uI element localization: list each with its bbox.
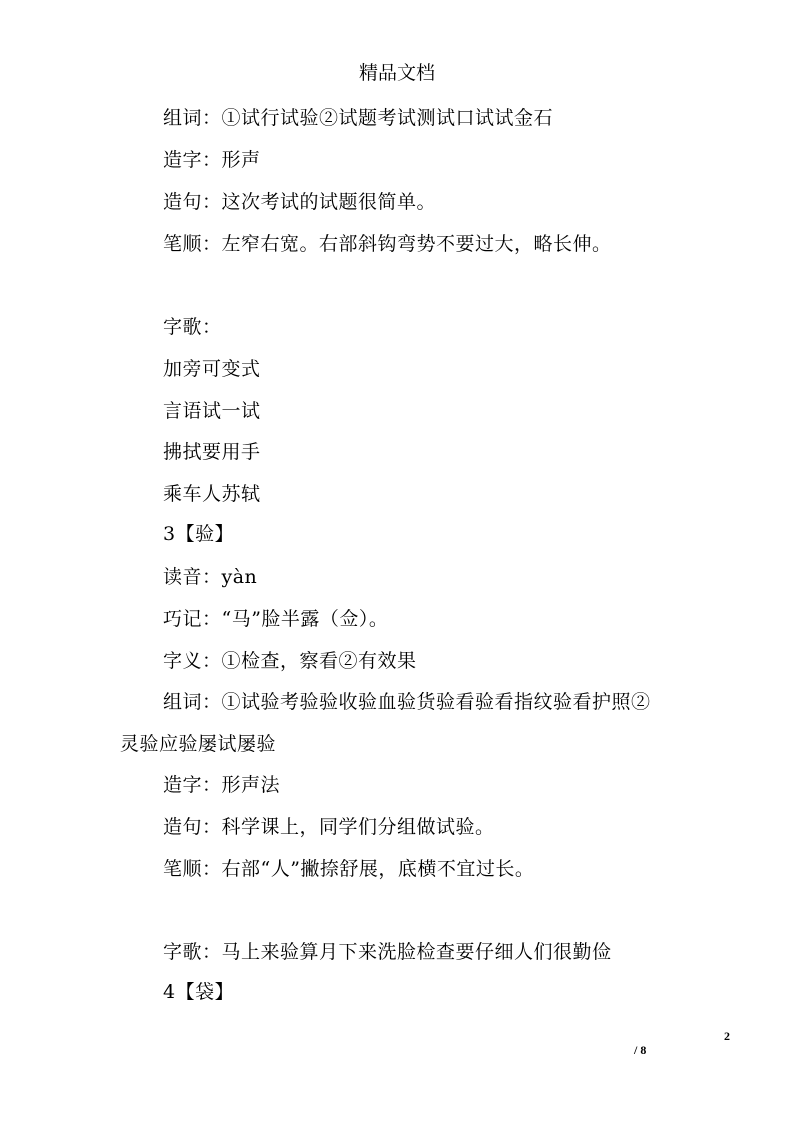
text-line: 组词：①试验考验验收验血验货验看验看指纹验看护照② (163, 691, 651, 713)
text-line: 笔顺：右部“人”撇捺舒展，底横不宜过长。 (163, 858, 535, 880)
text-line: 造句：科学课上，同学们分组做试验。 (163, 816, 495, 838)
text-line: 加旁可变式 (163, 358, 261, 380)
text-line: 造字：形声 (163, 149, 261, 171)
section-heading: 4【袋】 (163, 981, 235, 1003)
section-heading: 3【验】 (163, 523, 235, 545)
text-line: 造字：形声法 (163, 774, 281, 796)
text-line: 拂拭要用手 (163, 441, 261, 463)
text-line: 巧记：“马”脸半露（佥）。 (163, 608, 389, 630)
text-line: 组词：①试行试验②试题考试测试口试试金石 (163, 107, 554, 129)
page-number: 2 (724, 1029, 730, 1043)
text-line: 乘车人苏轼 (163, 483, 261, 505)
text-line: 造句：这次考试的试题很简单。 (163, 191, 437, 213)
text-line: 笔顺：左窄右宽。右部斜钩弯势不要过大，略长伸。 (163, 233, 612, 255)
page-header: 精品文档 (358, 62, 435, 84)
text-line: 灵验应验屡试屡验 (120, 733, 277, 755)
text-line: 字歌： (163, 316, 222, 338)
text-line: 字义：①检查，察看②有效果 (163, 650, 417, 672)
text-line: 字歌：马上来验算月下来洗脸检查要仔细人们很勤俭 (163, 941, 612, 963)
page-total: / 8 (634, 1043, 647, 1057)
text-line: 言语试一试 (163, 400, 261, 422)
text-line: 读音：yàn (163, 566, 258, 588)
